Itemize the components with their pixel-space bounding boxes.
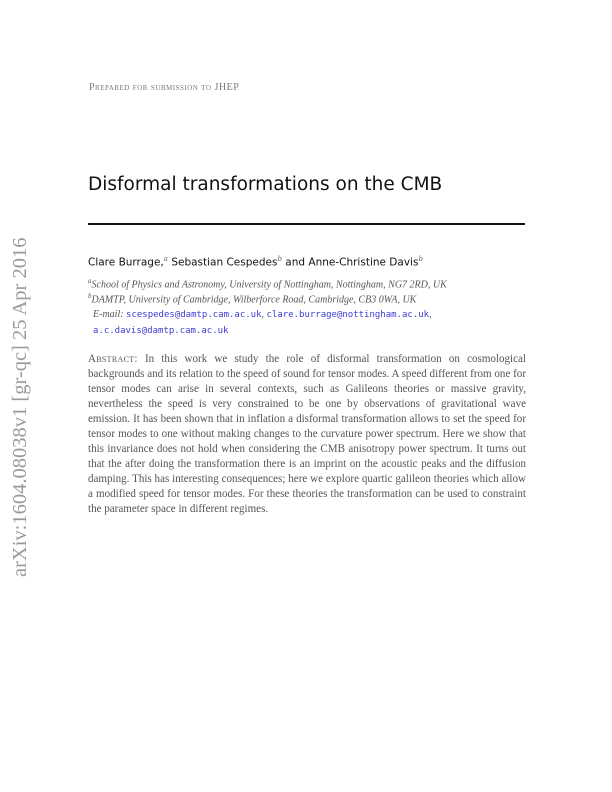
- email-link[interactable]: clare.burrage@nottingham.ac.uk: [266, 310, 430, 320]
- author-name: Clare Burrage,: [88, 256, 164, 269]
- affiliation-mark: b: [88, 292, 92, 300]
- author-name: Sebastian Cespedes: [171, 256, 278, 269]
- email-line: E-mail: scespedes@damtp.cam.ac.uk, clare.burrage@nottingham.ac.uk,: [93, 309, 432, 320]
- affiliation-mark: b: [418, 255, 423, 263]
- author-name: Anne-Christine Davis: [308, 256, 419, 269]
- affiliation-mark: a: [163, 255, 168, 263]
- affiliation-a: [88, 277, 447, 290]
- title-rule: [88, 223, 525, 225]
- affiliation-text: DAMTP, University of Cambridge, Wilberforce Road, Cambridge, CB3 0WA, UK: [91, 294, 417, 306]
- paper-title: Disformal transformations on the CMB: [88, 174, 443, 195]
- abstract-text: In this work we study the role of disformal transformation on cosmological backgrounds and its relation to the speed of sound for tensor modes. A speed different from one for tensor modes can arise in several contexts, such as Galileons theories or massive gravity, nevertheless the speed is very constrained to be one by observations of gravitational wave emission. It has been shown that in inflation a disformal transformation allows to set the speed for tensor modes to one without making changes to the curvature power spectrum. Here we show that this invariance does not hold when considering the CMB anisotropy power spectrum. It turns out that the after doing the transformation there is an imprint on the acoustic peaks and the diffusion damping. This has interesting consequences; here we explore quartic galileon theories which allow a modified speed for tensor modes. For these theories the transformation can be used to constraint the parameter space in different regimes.: [88, 353, 526, 515]
- affiliation-text: School of Physics and Astronomy, University of Nottingham, Nottingham, NG7 2RD, UK: [91, 279, 447, 291]
- abstract: [88, 352, 526, 517]
- email-label: E-mail:: [93, 309, 124, 320]
- affiliation-b: [88, 292, 416, 305]
- email-line: [93, 325, 228, 336]
- submission-note: Prepared for submission to JHEP: [89, 82, 240, 93]
- affiliation-mark: b: [277, 255, 282, 263]
- email-link[interactable]: scespedes@damtp.cam.ac.uk: [126, 310, 262, 320]
- author-connector: and: [285, 256, 306, 269]
- email-link[interactable]: a.c.davis@damtp.cam.ac.uk: [93, 326, 229, 336]
- arxiv-identifier: arXiv:1604.08038v1 [gr-qc] 25 Apr 2016: [9, 237, 31, 577]
- author-list: [88, 255, 423, 269]
- abstract-heading: Abstract:: [88, 353, 138, 365]
- affiliation-mark: a: [88, 277, 92, 285]
